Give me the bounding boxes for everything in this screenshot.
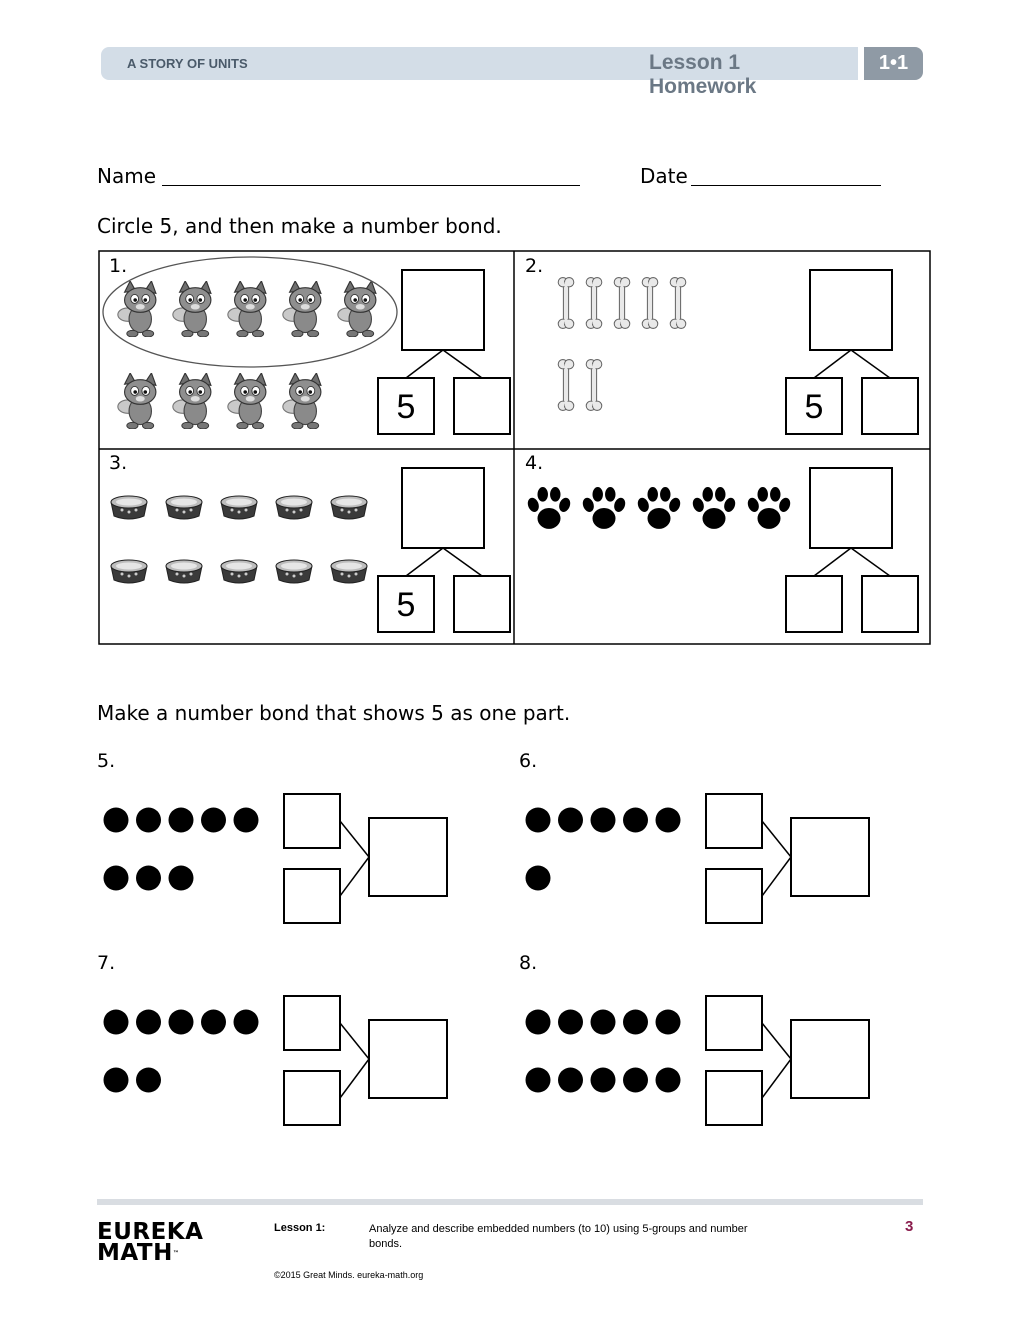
problem-7-part-box-2[interactable] (284, 1071, 340, 1125)
problem-5-bond-line-bottom (340, 857, 369, 896)
problem-1-bond-line-right (443, 350, 482, 378)
dot (136, 1068, 161, 1093)
cat-icon (118, 373, 156, 429)
dot (104, 1068, 129, 1093)
problem-6-whole-box[interactable] (791, 818, 869, 896)
cat-icon (283, 281, 321, 337)
dot (169, 866, 194, 891)
paw-icon (636, 487, 682, 529)
cat-icon (283, 373, 321, 429)
dot (201, 808, 226, 833)
dot (623, 808, 648, 833)
dot (234, 1010, 259, 1035)
problem-4-bond-line-right (851, 548, 890, 576)
problem-1-whole-box[interactable] (402, 270, 484, 350)
cat-icon (228, 281, 266, 337)
problem-8-whole-box[interactable] (791, 1020, 869, 1098)
problem-7-bond-line-top (340, 1023, 369, 1059)
bowl-icon (221, 496, 257, 519)
dot (136, 866, 161, 891)
cat-icon (173, 373, 211, 429)
dot (591, 808, 616, 833)
problem-7-bond-line-bottom (340, 1059, 369, 1098)
bowl-icon (111, 560, 147, 583)
dot (623, 1010, 648, 1035)
problem-2-part-box-2[interactable] (862, 378, 918, 434)
problem-5-bond-line-top (340, 821, 369, 857)
problem-1-bond-line-left (406, 350, 443, 378)
problem-1-number: 1. (109, 255, 128, 277)
bowl-icon (111, 496, 147, 519)
page-number: 3 (905, 1218, 914, 1235)
footer-rule (97, 1199, 923, 1205)
cat-icon (118, 281, 156, 337)
problem-2-bond-line-right (851, 350, 890, 378)
problem-3-number: 3. (109, 452, 128, 474)
dot (201, 1010, 226, 1035)
logo-line-2 (97, 1240, 203, 1266)
dot (591, 1068, 616, 1093)
date-label: Date (640, 164, 688, 188)
problem-3-given-part: 5 (396, 586, 416, 624)
problem-5-whole-box[interactable] (369, 818, 447, 896)
problem-7-number: 7. (97, 952, 116, 974)
problem-5-number: 5. (97, 750, 116, 772)
problem-4-bond-line-left (814, 548, 851, 576)
problem-6-number: 6. (519, 750, 538, 772)
series-title: A STORY OF UNITS (127, 56, 248, 71)
dot (656, 808, 681, 833)
dot (656, 1068, 681, 1093)
bone-icon (558, 278, 574, 329)
problem-3-bond-line-left (406, 548, 443, 576)
dot (526, 1010, 551, 1035)
problem-2-bond-line-left (814, 350, 851, 378)
dot (656, 1010, 681, 1035)
bowl-icon (276, 496, 312, 519)
problem-6-bond-line-bottom (762, 857, 791, 896)
dot (136, 1010, 161, 1035)
cat-icon (338, 281, 376, 337)
bowl-icon (276, 560, 312, 583)
dot (623, 1068, 648, 1093)
logo-line-1: EUREKA (97, 1219, 204, 1245)
logo-line-2-text: MATH (97, 1240, 173, 1266)
problem-6-bond-line-top (762, 821, 791, 857)
dot (591, 1010, 616, 1035)
dot (104, 808, 129, 833)
problem-5-part-box-1[interactable] (284, 794, 340, 848)
bowl-icon (331, 560, 367, 583)
dot (558, 1010, 583, 1035)
dot (526, 1068, 551, 1093)
footer-lesson: Lesson 1: (274, 1222, 326, 1234)
dot (169, 808, 194, 833)
problem-8-bond-line-bottom (762, 1059, 791, 1098)
footer-description: Analyze and describe embedded numbers (to 10) using 5-groups and number bonds. (369, 1223, 748, 1250)
dot (526, 808, 551, 833)
problem-8-bond-line-top (762, 1023, 791, 1059)
problem-4-part-box-1[interactable] (786, 576, 842, 632)
problem-7-whole-box[interactable] (369, 1020, 447, 1098)
eureka-math-logo (97, 1219, 204, 1266)
problem-8-number: 8. (519, 952, 538, 974)
bone-icon (614, 278, 630, 329)
problem-1-part-box-2[interactable] (454, 378, 510, 434)
problem-2-number: 2. (525, 255, 544, 277)
problem-4-part-box-2[interactable] (862, 576, 918, 632)
problem-4-whole-box[interactable] (810, 468, 892, 548)
bowl-icon (221, 560, 257, 583)
problem-4-number: 4. (525, 452, 544, 474)
cat-icon (173, 281, 211, 337)
dot (526, 866, 551, 891)
paw-icon (581, 487, 627, 529)
problem-2-given-part: 5 (804, 388, 824, 426)
bone-icon (586, 278, 602, 329)
dot (136, 808, 161, 833)
dot (104, 1010, 129, 1035)
bone-icon (586, 360, 602, 411)
copyright: ©2015 Great Minds. eureka-math.org (274, 1270, 424, 1280)
problem-6-part-box-1[interactable] (706, 794, 762, 848)
bone-icon (642, 278, 658, 329)
problem-8-part-box-2[interactable] (706, 1071, 762, 1125)
problem-5-part-box-2[interactable] (284, 869, 340, 923)
section2-instruction: Make a number bond that shows 5 as one part. (97, 701, 571, 725)
problem-3-whole-box[interactable] (402, 468, 484, 548)
problem-7-part-box-1[interactable] (284, 996, 340, 1050)
logo-trademark: ™ (172, 1250, 179, 1257)
cat-icon (228, 373, 266, 429)
problem-8-part-box-1[interactable] (706, 996, 762, 1050)
problem-3-part-box-2[interactable] (454, 576, 510, 632)
lesson-title: Lesson 1 Homework (649, 51, 757, 98)
problem-2-whole-box[interactable] (810, 270, 892, 350)
problem-3-bond-line-right (443, 548, 482, 576)
name-label: Name (97, 164, 157, 188)
dot (104, 866, 129, 891)
module-badge: 1•1 (864, 47, 923, 80)
bowl-icon (166, 560, 202, 583)
dot (169, 1010, 194, 1035)
bowl-icon (331, 496, 367, 519)
paw-icon (746, 487, 792, 529)
dot (558, 1068, 583, 1093)
bone-icon (670, 278, 686, 329)
problem-6-part-box-2[interactable] (706, 869, 762, 923)
bowl-icon (166, 496, 202, 519)
paw-icon (691, 487, 737, 529)
bone-icon (558, 360, 574, 411)
dot (558, 808, 583, 833)
section1-instruction: Circle 5, and then make a number bond. (97, 214, 502, 238)
problem-1-given-part: 5 (396, 388, 416, 426)
paw-icon (526, 487, 572, 529)
dot (234, 808, 259, 833)
